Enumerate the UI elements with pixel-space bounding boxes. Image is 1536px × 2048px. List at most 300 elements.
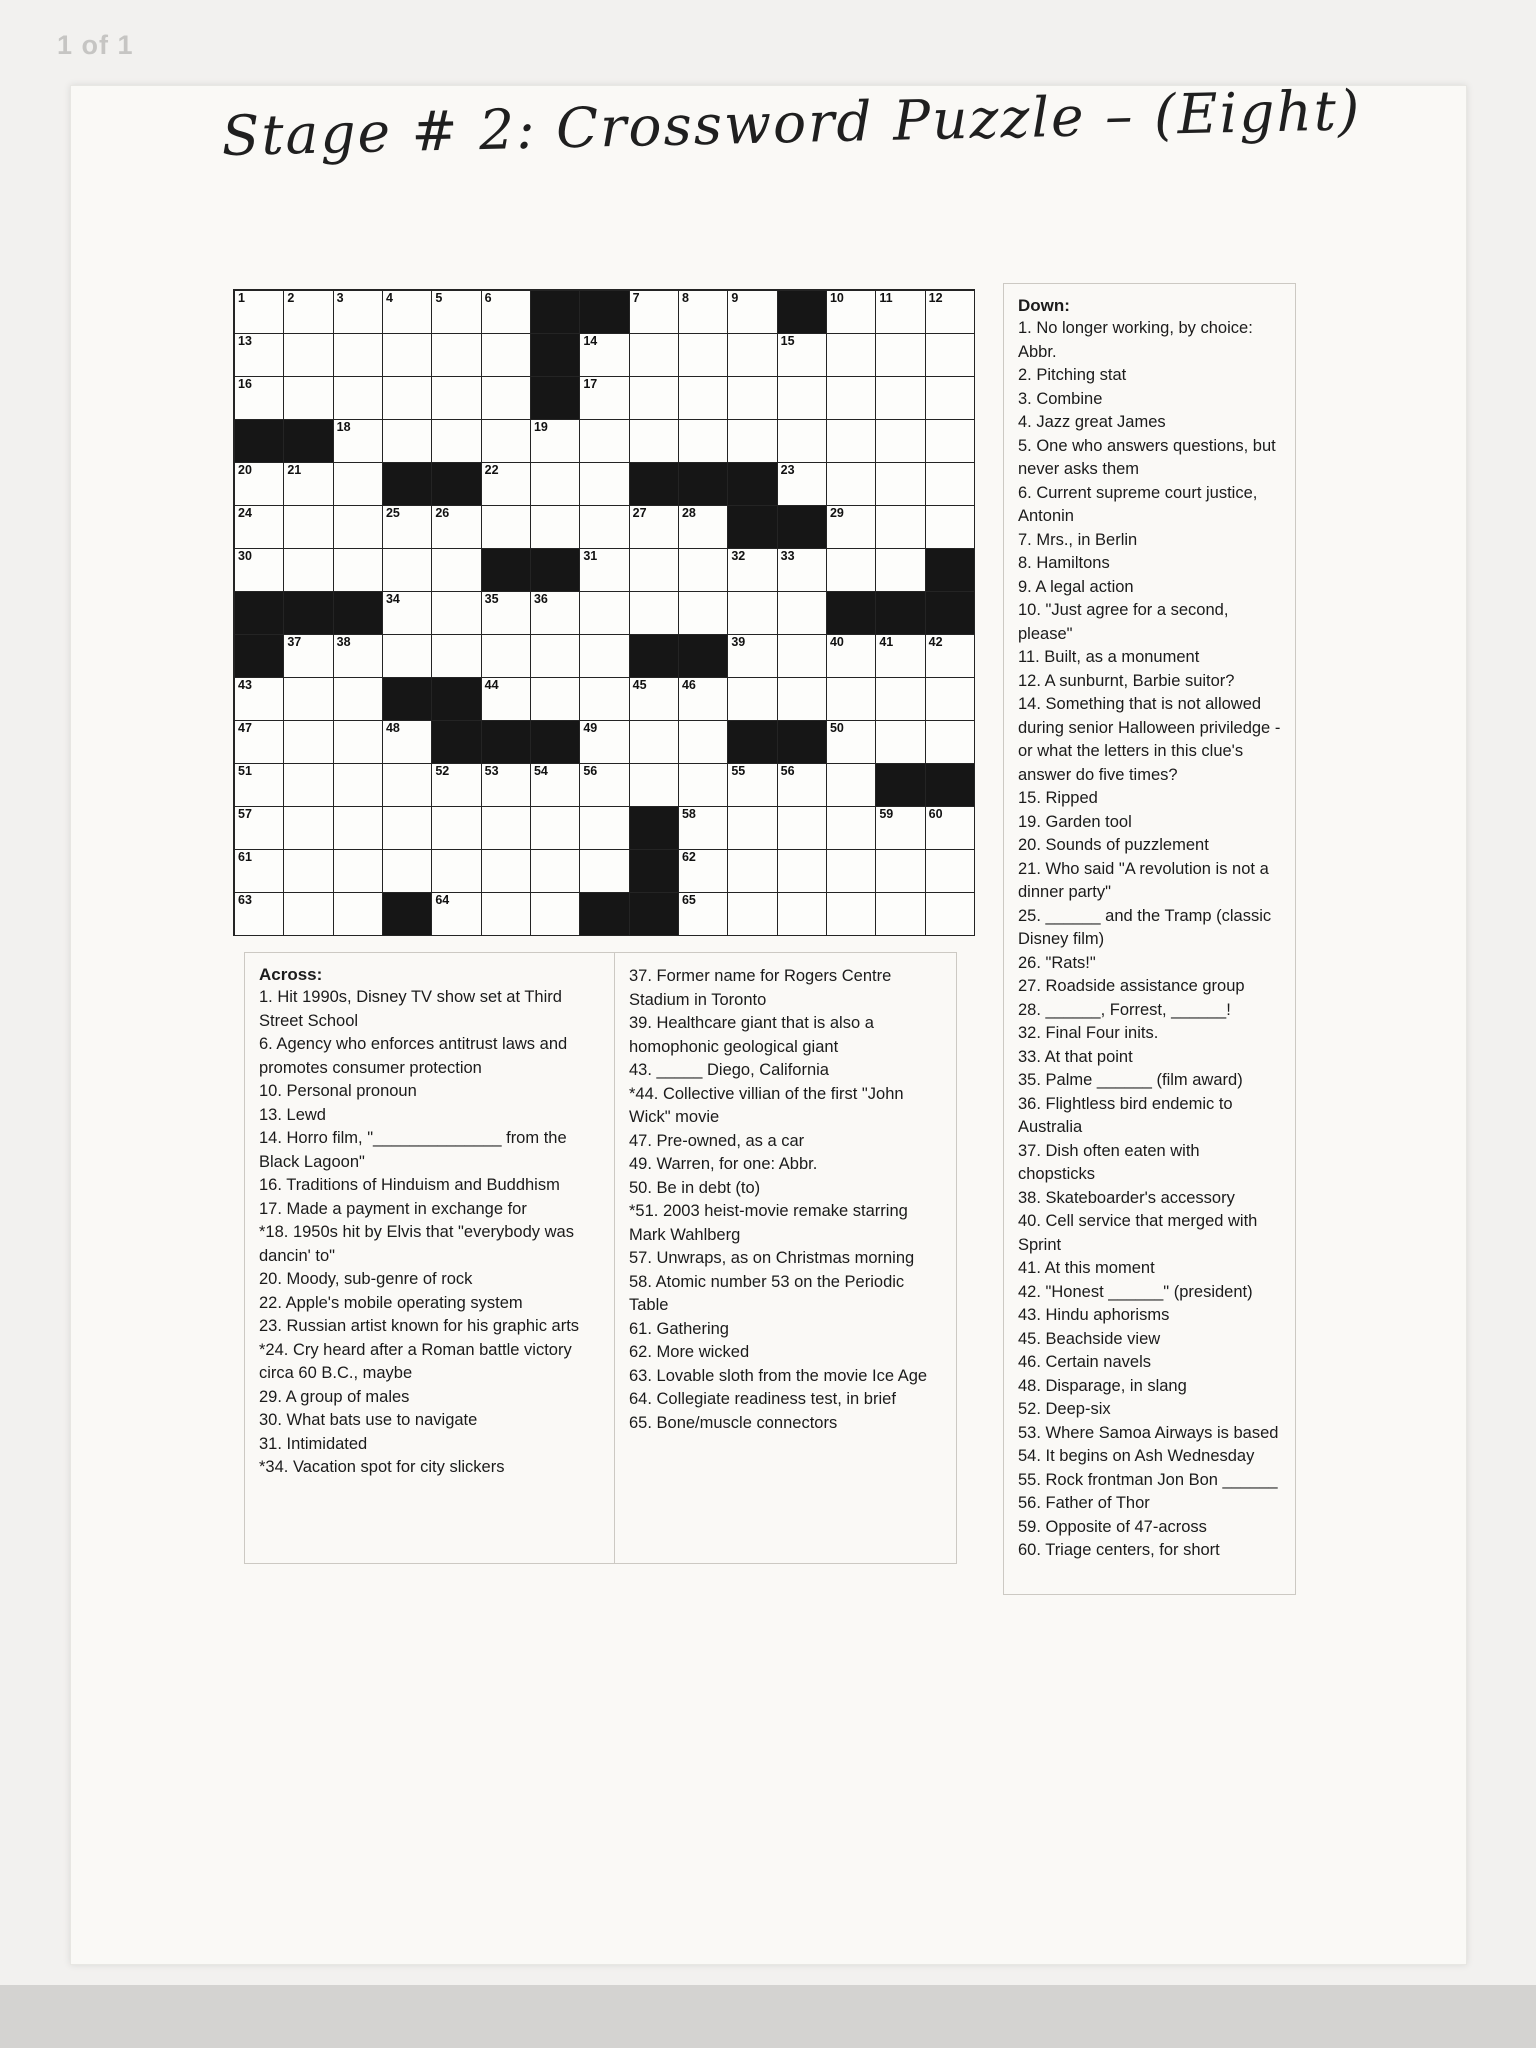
grid-cell [334, 291, 383, 334]
across-clues-column-1 [244, 952, 615, 1564]
grid-cell-black [432, 678, 481, 721]
across-col1-list [259, 986, 600, 1480]
clue: *24. Cry heard after a Roman battle victory circa 60 B.C., maybe [259, 1340, 572, 1382]
cell-number: 48 [385, 721, 400, 735]
clue: 6. Agency who enforces antitrust laws and promotes consumer protection [259, 1035, 568, 1077]
grid-cell [728, 334, 777, 377]
grid-cell [580, 721, 629, 764]
cell-number: 34 [385, 592, 400, 606]
clue: 57. Unwraps, as on Christmas morning [629, 1249, 915, 1267]
cell-number: 47 [238, 721, 252, 735]
grid-cell [531, 807, 580, 850]
grid-cell-black [876, 592, 925, 635]
grid-cell [432, 850, 481, 893]
grid-cell [827, 807, 876, 850]
grid-cell [580, 850, 629, 893]
clue: 20. Sounds of puzzlement [1018, 836, 1209, 854]
grid-cell [876, 893, 925, 936]
cell-number: 53 [484, 764, 499, 778]
cell-number: 11 [879, 291, 893, 305]
grid-cell-black [876, 764, 925, 807]
grid-cell [383, 506, 432, 549]
cell-number: 20 [238, 463, 252, 477]
grid-cell [334, 635, 383, 678]
grid-cell [482, 592, 531, 635]
grid-cell [679, 291, 728, 334]
grid-cell [778, 764, 827, 807]
grid-cell [284, 850, 333, 893]
clue: *44. Collective villian of the first "John Wick" movie [629, 1084, 904, 1126]
cell-number: 4 [385, 291, 393, 305]
grid-cell-black [630, 463, 679, 506]
grid-cell [679, 764, 728, 807]
cell-number: 26 [435, 506, 450, 520]
grid-cell [531, 893, 580, 936]
cell-number: 39 [731, 635, 746, 649]
down-clues-column [1003, 283, 1296, 1595]
clue: 39. Healthcare giant that is also a homophonic geological giant [629, 1014, 874, 1056]
cell-number: 46 [681, 678, 696, 692]
grid-cell [679, 893, 728, 936]
clue: 55. Rock frontman Jon Bon ______ [1018, 1470, 1278, 1489]
grid-cell [284, 764, 333, 807]
grid-cell-black [728, 506, 777, 549]
grid-cell-black [531, 721, 580, 764]
grid-cell [876, 377, 925, 420]
grid-cell [235, 764, 284, 807]
cell-number: 43 [238, 678, 252, 692]
grid-cell-black [630, 807, 679, 850]
grid-cell [235, 463, 284, 506]
down-list [1018, 317, 1281, 1563]
cell-number: 21 [287, 463, 302, 477]
clue: *18. 1950s hit by Elvis that "everybody was dancin' to" [259, 1223, 574, 1265]
cell-number: 30 [238, 549, 252, 563]
clue: 36. Flightless bird endemic to Australia [1018, 1094, 1233, 1136]
grid-cell [926, 893, 975, 936]
grid-cell-black [630, 893, 679, 936]
clue: 10. "Just agree for a second, please" [1018, 601, 1229, 643]
grid-cell-black [334, 592, 383, 635]
grid-cell [926, 420, 975, 463]
grid-cell [284, 291, 333, 334]
cell-number: 2 [287, 291, 295, 305]
grid-cell [284, 377, 333, 420]
grid-cell-black [926, 764, 975, 807]
grid-cell-black [235, 592, 284, 635]
clue: 50. Be in debt (to) [629, 1178, 761, 1197]
clue: 14. Something that is not allowed during senior Halloween priviledge - or what the letters in this clue's answer do five times? [1018, 695, 1281, 784]
cell-number: 61 [238, 850, 252, 864]
grid-cell [334, 334, 383, 377]
grid-cell [728, 893, 777, 936]
grid-cell [432, 420, 481, 463]
grid-cell [679, 807, 728, 850]
grid-cell [284, 463, 333, 506]
page-indicator: 1 of 1 [57, 30, 134, 60]
grid-cell [827, 678, 876, 721]
grid-cell [580, 463, 629, 506]
clue: 60. Triage centers, for short [1018, 1541, 1220, 1559]
grid-cell-black [383, 463, 432, 506]
grid-cell [778, 549, 827, 592]
grid-cell [580, 635, 629, 678]
grid-cell [926, 506, 975, 549]
grid-cell [679, 592, 728, 635]
grid-cell [630, 420, 679, 463]
clue: 8. Hamiltons [1018, 554, 1110, 572]
grid-cell [926, 463, 975, 506]
cell-number: 62 [681, 850, 696, 864]
grid-cell [284, 893, 333, 936]
grid-cell [580, 764, 629, 807]
grid-cell [778, 377, 827, 420]
grid-cell [580, 506, 629, 549]
grid-cell [876, 678, 925, 721]
clue: 37. Former name for Rogers Centre Stadium in Toronto [629, 967, 892, 1009]
clue: 53. Where Samoa Airways is based [1018, 1423, 1279, 1442]
cell-number: 9 [731, 291, 739, 305]
page-title: Stage # 2: Crossword Puzzle – (Eight) [221, 78, 1363, 168]
clue: 37. Dish often eaten with chopsticks [1018, 1141, 1200, 1183]
grid-cell [778, 463, 827, 506]
grid-cell [728, 592, 777, 635]
clue: 29. A group of males [259, 1387, 410, 1406]
clue: 33. At that point [1018, 1047, 1133, 1066]
clue: 43. Hindu aphorisms [1018, 1306, 1170, 1324]
grid-cell [926, 850, 975, 893]
grid-cell [827, 506, 876, 549]
clue: 64. Collegiate readiness test, in brief [629, 1390, 896, 1408]
grid-cell [827, 764, 876, 807]
cell-number: 50 [829, 721, 844, 735]
cell-number: 45 [632, 678, 647, 692]
grid-cell [679, 420, 728, 463]
grid-cell [876, 635, 925, 678]
grid-cell-black [778, 721, 827, 764]
grid-cell [531, 764, 580, 807]
clue: 38. Skateboarder's accessory [1018, 1188, 1235, 1207]
clue: 40. Cell service that merged with Sprint [1018, 1212, 1258, 1254]
grid-cell [580, 807, 629, 850]
grid-cell [827, 850, 876, 893]
grid-cell [383, 291, 432, 334]
grid-cell [531, 506, 580, 549]
grid-cell [630, 678, 679, 721]
grid-cell [235, 807, 284, 850]
cell-number: 15 [780, 334, 795, 348]
grid-cell [926, 678, 975, 721]
grid-cell [827, 334, 876, 377]
grid-cell [432, 549, 481, 592]
clue: 5. One who answers questions, but never asks them [1018, 436, 1276, 478]
cell-number: 52 [435, 764, 450, 778]
across-col2-list [629, 965, 942, 1435]
grid-cell [334, 850, 383, 893]
cell-number: 25 [385, 506, 400, 520]
grid-cell [531, 592, 580, 635]
grid-cell-black [383, 893, 432, 936]
cell-number: 49 [583, 721, 598, 735]
grid-cell [482, 291, 531, 334]
cell-number: 54 [533, 764, 548, 778]
grid-cell [580, 420, 629, 463]
grid-cell-black [383, 678, 432, 721]
grid-cell [876, 506, 925, 549]
grid-cell [334, 893, 383, 936]
grid-cell [679, 334, 728, 377]
grid-cell [728, 764, 777, 807]
cell-number: 6 [484, 291, 492, 305]
grid-cell [679, 506, 728, 549]
grid-cell [235, 291, 284, 334]
cell-number: 38 [336, 635, 351, 649]
clue: 17. Made a payment in exchange for [259, 1199, 527, 1218]
grid-cell [235, 893, 284, 936]
clue: 56. Father of Thor [1018, 1494, 1150, 1512]
across-clues-column-2 [614, 952, 957, 1564]
clue: 15. Ripped [1018, 789, 1098, 807]
grid-cell [778, 807, 827, 850]
scanned-document-page [70, 78, 1467, 1965]
grid-cell [876, 549, 925, 592]
clue: 19. Garden tool [1018, 812, 1132, 831]
grid-cell [334, 463, 383, 506]
grid-cell [728, 678, 777, 721]
grid-cell-black [778, 506, 827, 549]
grid-cell [432, 506, 481, 549]
grid-cell [728, 420, 777, 463]
clue: 35. Palme ______ (film award) [1018, 1071, 1243, 1089]
grid-cell [531, 420, 580, 463]
grid-cell [383, 850, 432, 893]
clue: 4. Jazz great James [1018, 413, 1166, 431]
clue: 45. Beachside view [1018, 1329, 1161, 1348]
grid-cell-black [827, 592, 876, 635]
cell-number: 36 [533, 592, 548, 606]
cell-number: 31 [583, 549, 598, 563]
grid-cell [383, 377, 432, 420]
grid-cell [383, 549, 432, 592]
grid-cell-black [531, 549, 580, 592]
cell-number: 64 [435, 893, 450, 907]
cell-number: 23 [780, 463, 795, 477]
grid-cell-black [531, 291, 580, 334]
clue: 10. Personal pronoun [259, 1082, 417, 1100]
grid-cell [432, 377, 481, 420]
grid-cell [876, 291, 925, 334]
grid-cell [778, 678, 827, 721]
grid-cell [235, 334, 284, 377]
grid-cell [876, 334, 925, 377]
grid-cell [827, 291, 876, 334]
clue: 14. Horro film, "______________ from the Black Lagoon" [259, 1129, 567, 1171]
grid-cell [235, 721, 284, 764]
grid-cell [876, 807, 925, 850]
grid-cell-black [531, 377, 580, 420]
grid-cell [334, 807, 383, 850]
grid-cell [728, 635, 777, 678]
cell-number: 57 [238, 807, 252, 821]
grid-cell [728, 549, 777, 592]
grid-cell [580, 377, 629, 420]
grid-cell [482, 850, 531, 893]
grid-cell [334, 678, 383, 721]
grid-cell [432, 807, 481, 850]
clue: 25. ______ and the Tramp (classic Disney film) [1018, 906, 1272, 948]
grid-cell [778, 334, 827, 377]
grid-cell [235, 850, 284, 893]
grid-cell [334, 721, 383, 764]
clue: 46. Certain navels [1018, 1353, 1151, 1371]
clue: 49. Warren, for one: Abbr. [629, 1155, 818, 1173]
grid-cell [876, 850, 925, 893]
grid-cell [926, 721, 975, 764]
grid-cell [876, 721, 925, 764]
grid-cell-black [679, 635, 728, 678]
grid-cell [383, 721, 432, 764]
grid-cell [580, 592, 629, 635]
grid-cell [235, 549, 284, 592]
clue: 62. More wicked [629, 1343, 750, 1361]
viewer-bottom-band [0, 1985, 1536, 2048]
grid-cell [432, 291, 481, 334]
grid-cell [383, 334, 432, 377]
grid-cell [827, 463, 876, 506]
grid-cell [926, 635, 975, 678]
cell-number: 58 [681, 807, 696, 821]
grid-cell [531, 850, 580, 893]
clue: 22. Apple's mobile operating system [259, 1293, 523, 1312]
grid-cell [334, 549, 383, 592]
grid-cell [334, 377, 383, 420]
clue: 27. Roadside assistance group [1018, 977, 1245, 995]
grid-cell-black [679, 463, 728, 506]
grid-cell [235, 506, 284, 549]
grid-cell [827, 377, 876, 420]
grid-cell [531, 678, 580, 721]
grid-cell [334, 420, 383, 463]
grid-cell [432, 893, 481, 936]
cell-number: 18 [336, 420, 351, 434]
cell-number: 29 [829, 506, 844, 520]
grid-cell-black [728, 463, 777, 506]
grid-cell [827, 420, 876, 463]
grid-cell [728, 291, 777, 334]
grid-cell-black [482, 549, 531, 592]
clue: 21. Who said "A revolution is not a dinner party" [1018, 859, 1269, 901]
grid-cell-black [284, 420, 333, 463]
grid-cell-black [630, 850, 679, 893]
clue: 26. "Rats!" [1018, 953, 1096, 972]
grid-cell [580, 678, 629, 721]
grid-cell [827, 635, 876, 678]
cell-number: 24 [238, 506, 252, 520]
clue: 6. Current supreme court justice, Antonin [1018, 483, 1258, 525]
cell-number: 12 [928, 291, 943, 305]
grid-cell [482, 377, 531, 420]
grid-cell [630, 334, 679, 377]
clue: 9. A legal action [1018, 577, 1134, 596]
cell-number: 63 [238, 893, 252, 907]
grid-cell [580, 549, 629, 592]
cell-number: 42 [928, 635, 943, 649]
cell-number: 5 [435, 291, 443, 305]
clue: 61. Gathering [629, 1319, 729, 1338]
grid-cell [926, 807, 975, 850]
grid-cell-black [432, 463, 481, 506]
grid-cell-black [482, 721, 531, 764]
grid-cell-black [432, 721, 481, 764]
grid-cell-black [728, 721, 777, 764]
cell-number: 59 [879, 807, 894, 821]
cell-number: 32 [731, 549, 746, 563]
grid-cell [334, 764, 383, 807]
clue: 13. Lewd [259, 1105, 326, 1124]
cell-number: 27 [632, 506, 647, 520]
clue: 58. Atomic number 53 on the Periodic Table [629, 1272, 905, 1314]
grid-cell [630, 721, 679, 764]
grid-cell [630, 549, 679, 592]
clue: 30. What bats use to navigate [259, 1411, 478, 1429]
clue: 12. A sunburnt, Barbie suitor? [1018, 671, 1235, 690]
grid-cell [531, 463, 580, 506]
grid-cell-black [235, 420, 284, 463]
cell-number: 3 [336, 291, 344, 305]
across-header: Across: [259, 965, 323, 984]
grid-cell [482, 807, 531, 850]
grid-cell [432, 592, 481, 635]
grid-cell [383, 420, 432, 463]
clue: 43. _____ Diego, California [629, 1061, 829, 1079]
grid-cell [235, 678, 284, 721]
clue: 3. Combine [1018, 389, 1103, 408]
cell-number: 8 [681, 291, 689, 305]
cell-number: 44 [484, 678, 499, 692]
clue: 11. Built, as a monument [1018, 648, 1200, 666]
grid-cell-black [580, 291, 629, 334]
grid-cell [284, 678, 333, 721]
grid-cell [778, 850, 827, 893]
cell-number: 7 [632, 291, 640, 305]
clue: 32. Final Four inits. [1018, 1024, 1159, 1042]
clue: 59. Opposite of 47-across [1018, 1517, 1207, 1536]
grid-cell [630, 506, 679, 549]
grid-cell [827, 549, 876, 592]
grid-cell-black [531, 334, 580, 377]
grid-cell-black [235, 635, 284, 678]
cell-number: 19 [533, 420, 548, 434]
clue: 28. ______, Forrest, ______! [1018, 1000, 1231, 1019]
grid-cell [235, 377, 284, 420]
clue: 23. Russian artist known for his graphic arts [259, 1317, 580, 1335]
grid-cell [383, 635, 432, 678]
grid-cell [284, 506, 333, 549]
grid-cell [679, 721, 728, 764]
grid-cell [284, 807, 333, 850]
grid-cell [284, 549, 333, 592]
clue: *34. Vacation spot for city slickers [259, 1458, 505, 1476]
grid-cell [679, 549, 728, 592]
clue: 63. Lovable sloth from the movie Ice Age [629, 1366, 928, 1385]
clue: 20. Moody, sub-genre of rock [259, 1270, 473, 1288]
grid-cell-black [580, 893, 629, 936]
cell-number: 22 [484, 463, 499, 477]
grid-cell [432, 334, 481, 377]
grid-cell [827, 721, 876, 764]
grid-cell [630, 592, 679, 635]
clue: 48. Disparage, in slang [1018, 1376, 1187, 1395]
